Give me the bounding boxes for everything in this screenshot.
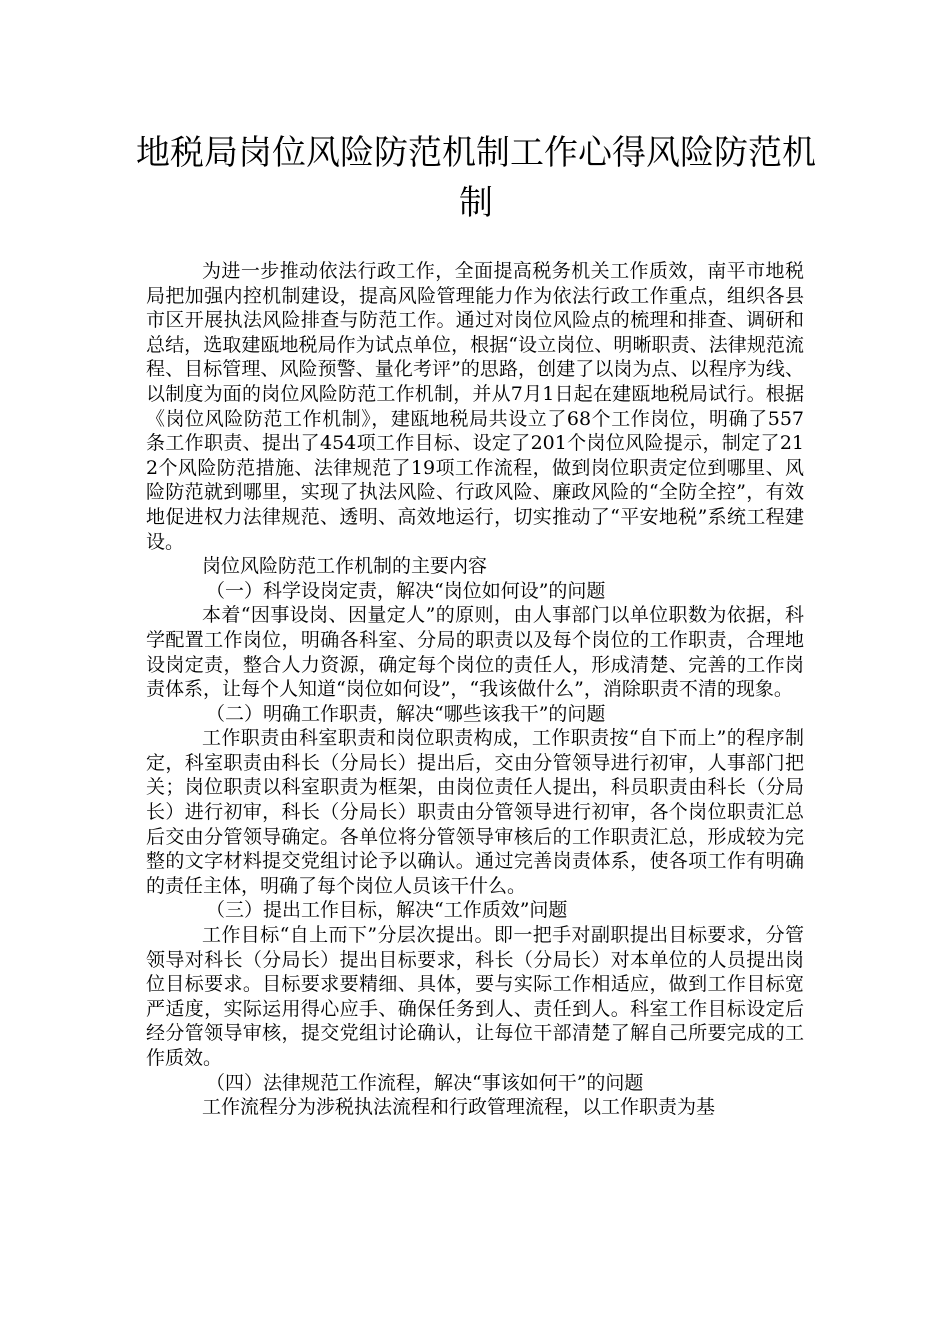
paragraph-4: 工作流程分为涉税执法流程和行政管理流程，以工作职责为基 — [202, 1096, 716, 1119]
section-heading: 岗位风险防范工作机制的主要内容 — [202, 555, 488, 578]
subheading-1: （一）科学设岗定责，解决“岗位如何设”的问题 — [206, 579, 606, 602]
subheading-2: （二）明确工作职责，解决“哪些该我干”的问题 — [206, 702, 606, 725]
paragraph-intro: 为进一步推动依法行政工作，全面提高税务机关工作质效，南平市地税局把加强内控机制建设，提高风险管理能力作为依法行政工作重点，组织各县市区开展执法风险排查与防范工作。通过对岗位风险点的梳理和排查、调研和总结，选取建瓯地税局作为试点单位，根据“设立岗位、明晰职责、法律规范流程、目标管理、风险预警、量化考评”的思路，创建了以岗为点、以程序为线、以制度为面的岗位风险防范工作机制，并从7月1日起在建瓯地税局试行。根据《岗位风险防范工作机制》，建瓯地税局共设立了68个工作岗位，明确了557条工作职责、提出了454项工作目标、设定了201个岗位风险提示，制定了212个风险防范措施、法律规范了19项工作流程，做到岗位职责定位到哪里、风险防范就到哪里，实现了执法风险、行政风险、廉政风险的“全防全控”，有效地促进权力法律规范、透明、高效地运行，切实推动了“平安地税”系统工程建设。 — [146, 260, 804, 553]
document-title: 地税局岗位风险防范机制工作心得风险防范机制 — [136, 133, 816, 223]
subheading-3: （三）提出工作目标，解决“工作质效”问题 — [206, 899, 568, 922]
paragraph-3: 工作目标“自上而下”分层次提出。即一把手对副职提出目标要求，分管领导对科长（分局长）提出目标要求，科长（分局长）对本单位的人员提出岗位目标要求。目标要求要精细、具体，要与实际工作相适应，做到工作目标宽严适度，实际运用得心应手、确保任务到人、责任到人。科室工作目标设定后经分管领导审核，提交党组讨论确认，让每位干部清楚了解自己所要完成的工作质效。 — [146, 924, 804, 1069]
subheading-4: （四）法律规范工作流程，解决“事该如何干”的问题 — [206, 1071, 644, 1094]
paragraph-1: 本着“因事设岗、因量定人”的原则，由人事部门以单位职数为依据，科学配置工作岗位，明确各科室、分局的职责以及每个岗位的工作职责，合理地设岗定责，整合人力资源，确定每个岗位的责任人，形成清楚、完善的工作岗责体系，让每个人知道“岗位如何设”，“我该做什么”，消除职责不清的现象。 — [146, 604, 804, 701]
document-page — [136, 0, 816, 1120]
paragraph-2: 工作职责由科室职责和岗位职责构成，工作职责按“自下而上”的程序制定，科室职责由科长（分局长）提出后，交由分管领导进行初审，人事部门把关；岗位职责以科室职责为框架，由岗位责任人提出，科员职责由科长（分局长）进行初审，科长（分局长）职责由分管领导进行初审，各个岗位职责汇总后交由分管领导确定。各单位将分管领导审核后的工作职责汇总，形成较为完整的文字材料提交党组讨论予以确认。通过完善岗责体系，使各项工作有明确的责任主体，明确了每个岗位人员该干什么。 — [146, 727, 804, 897]
document-body — [146, 259, 804, 1120]
